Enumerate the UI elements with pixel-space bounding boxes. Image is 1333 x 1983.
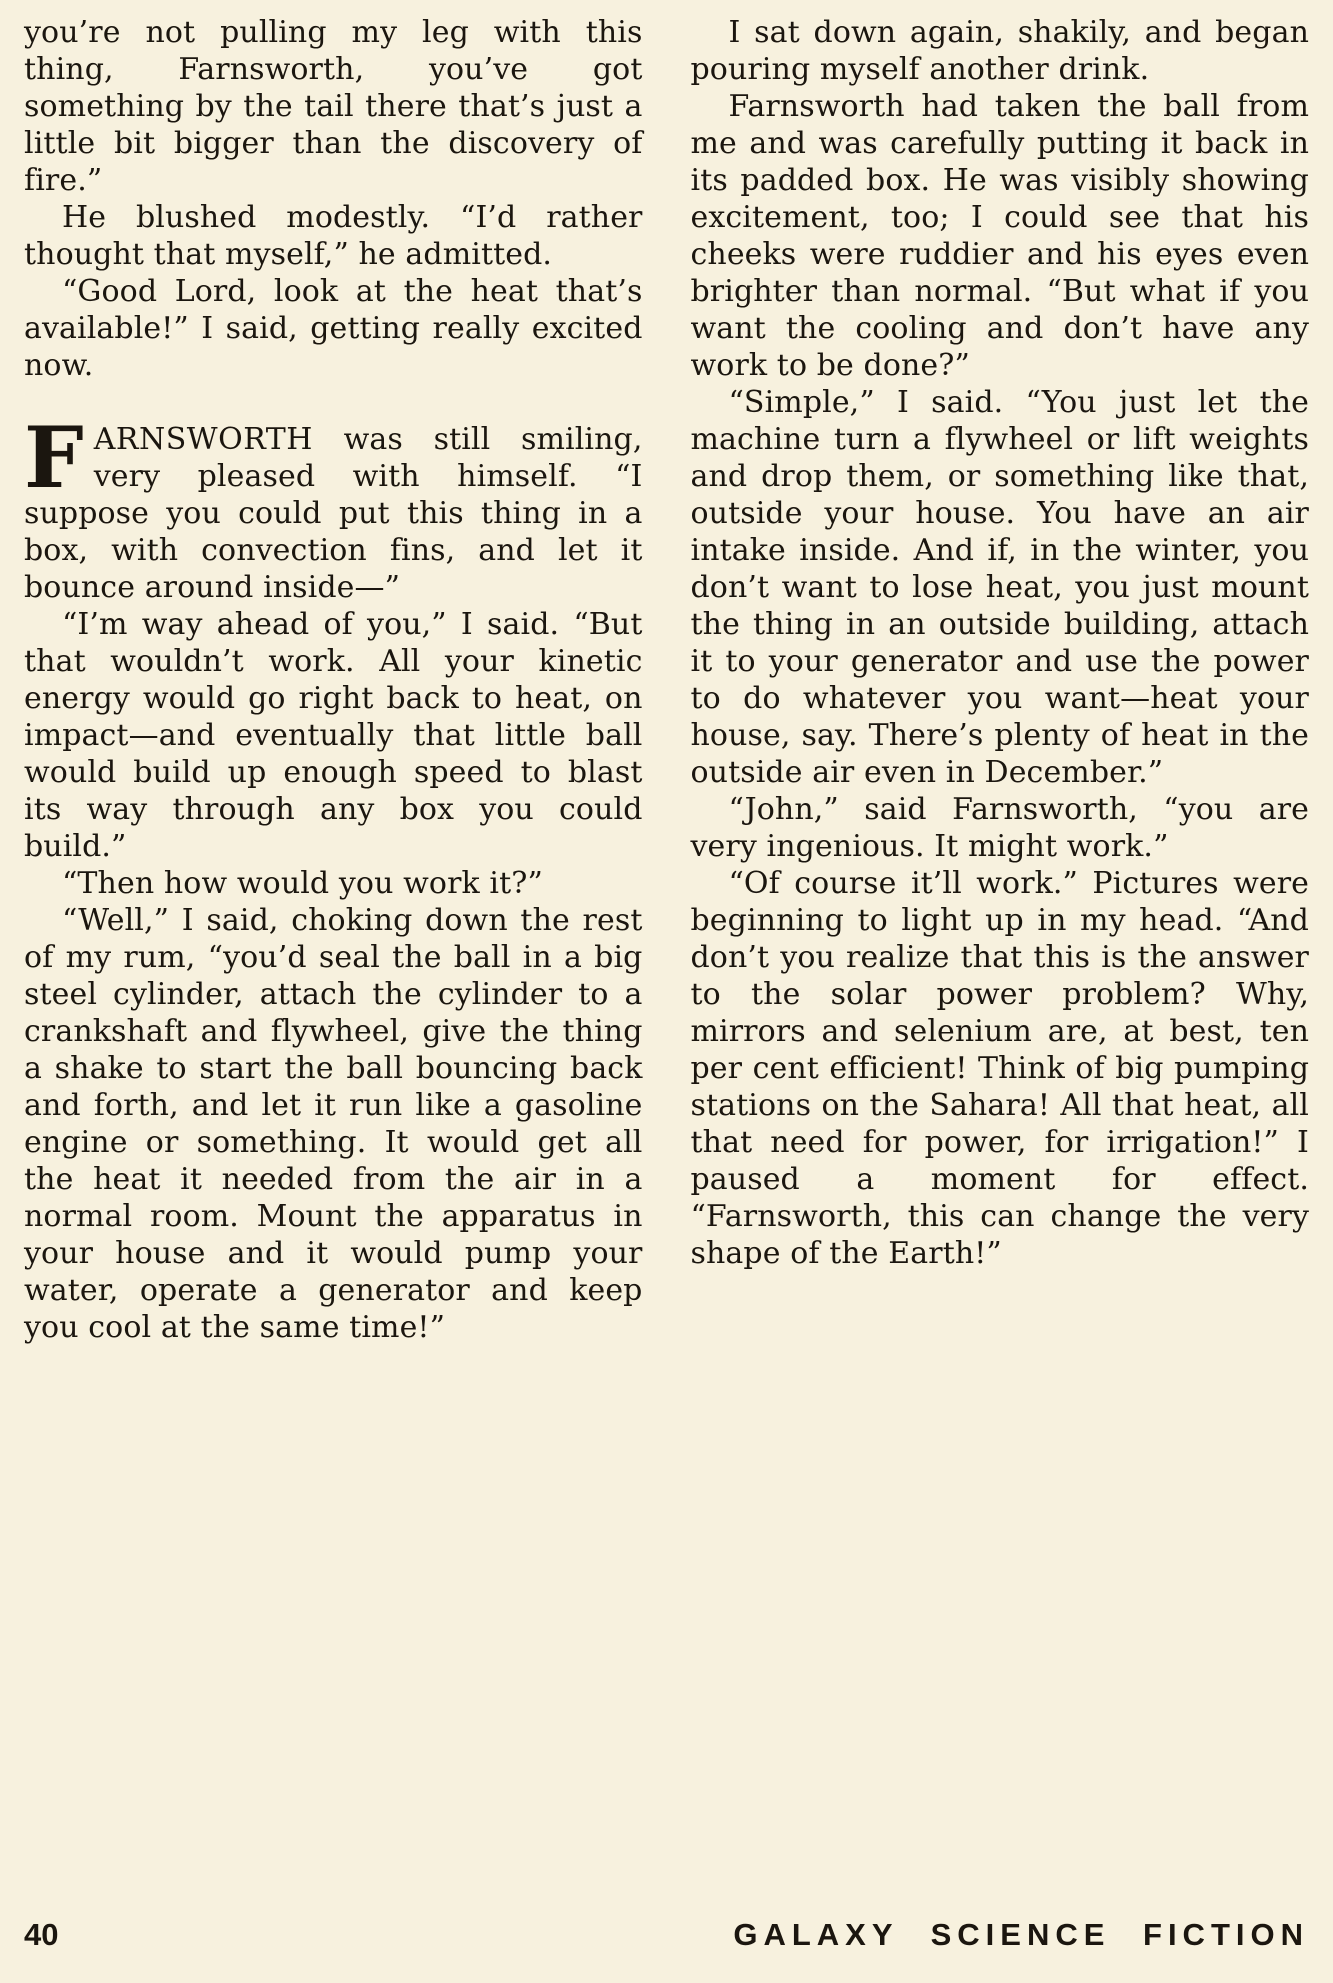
paragraph: He blushed modestly. “I’d rather thought that myself,” he admitted. [24,200,643,272]
paragraph: Farnsworth had taken the ball from me and was carefully putting it back in its padded box. He was visibly showing excitement, too; I could see that his cheeks were ruddier and his eyes even brighter than normal. “But what if you want the cooling and don’t have any work to be done?” [690,89,1309,383]
magazine-title: GALAXY SCIENCE FICTION [733,1917,1309,1952]
lead-caps: ARNSWORTH [93,422,313,457]
column-left [24,14,643,1346]
paragraph: “John,” said Farnsworth, “you are very ingenious. It might work.” [690,792,1309,864]
paragraph: “Well,” I said, choking down the rest of my rum, “you’d seal the ball in a big steel cylinder, attach the cylinder to a crankshaft and flywheel, give the thing a shake to start the ball bouncing back and forth, and let it run like a gasoline engine or something. It would get all the heat it needed from the air in a normal room. Mount the apparatus in your house and it would pump your water, operate a generator and keep you cool at the same time!” [24,903,643,1345]
paragraph: you’re not pulling my leg with this thing, Farnsworth, you’ve got something by the tail there that’s just a little bit bigger than the discovery of fire.” [24,15,643,198]
page-number: 40 [24,1917,59,1952]
paragraph: I sat down again, shakily, and began pouring myself another drink. [690,15,1309,87]
paragraph: “I’m way ahead of you,” I said. “But that wouldn’t work. All your kinetic energy would go right back to heat, on impact—and eventually that little ball would build up enough speed to blast its way through any box you could build.” [24,607,643,864]
page-footer [24,1893,1309,1953]
paragraph: FARNSWORTH was still smiling, very pleased with himself. “I suppose you could put this thing in a box, with convection fins, and let it bounce around inside—” [24,408,643,605]
paragraph: “Then how would you work it?” [62,866,543,901]
column-right [691,14,1310,1272]
paragraph: “Simple,” I said. “You just let the machine turn a flywheel or lift weights and drop them, or something like that, outside your house. You have an air intake inside. And if, in the winter, you don’t want to lose heat, you just mount the thing in an outside building, attach it to your generator and use the power to do whatever you want—heat your house, say. There’s plenty of heat in the outside air even in December.” [690,385,1309,790]
drop-cap: F [24,408,84,507]
paragraph: “Of course it’ll work.” Pictures were beginning to light up in my head. “And don’t you realize that this is the answer to the solar power problem? Why, mirrors and selenium are, at best, ten per cent efficient! Think of big pumping stations on the Sahara! All that heat, all that need for power, for irrigation!” I paused a moment for effect. “Farnsworth, this can change the very shape of the Earth!” [690,866,1309,1271]
paragraph: “Good Lord, look at the heat that’s available!” I said, getting really excited now. [24,274,643,383]
text-columns [24,14,1309,1893]
